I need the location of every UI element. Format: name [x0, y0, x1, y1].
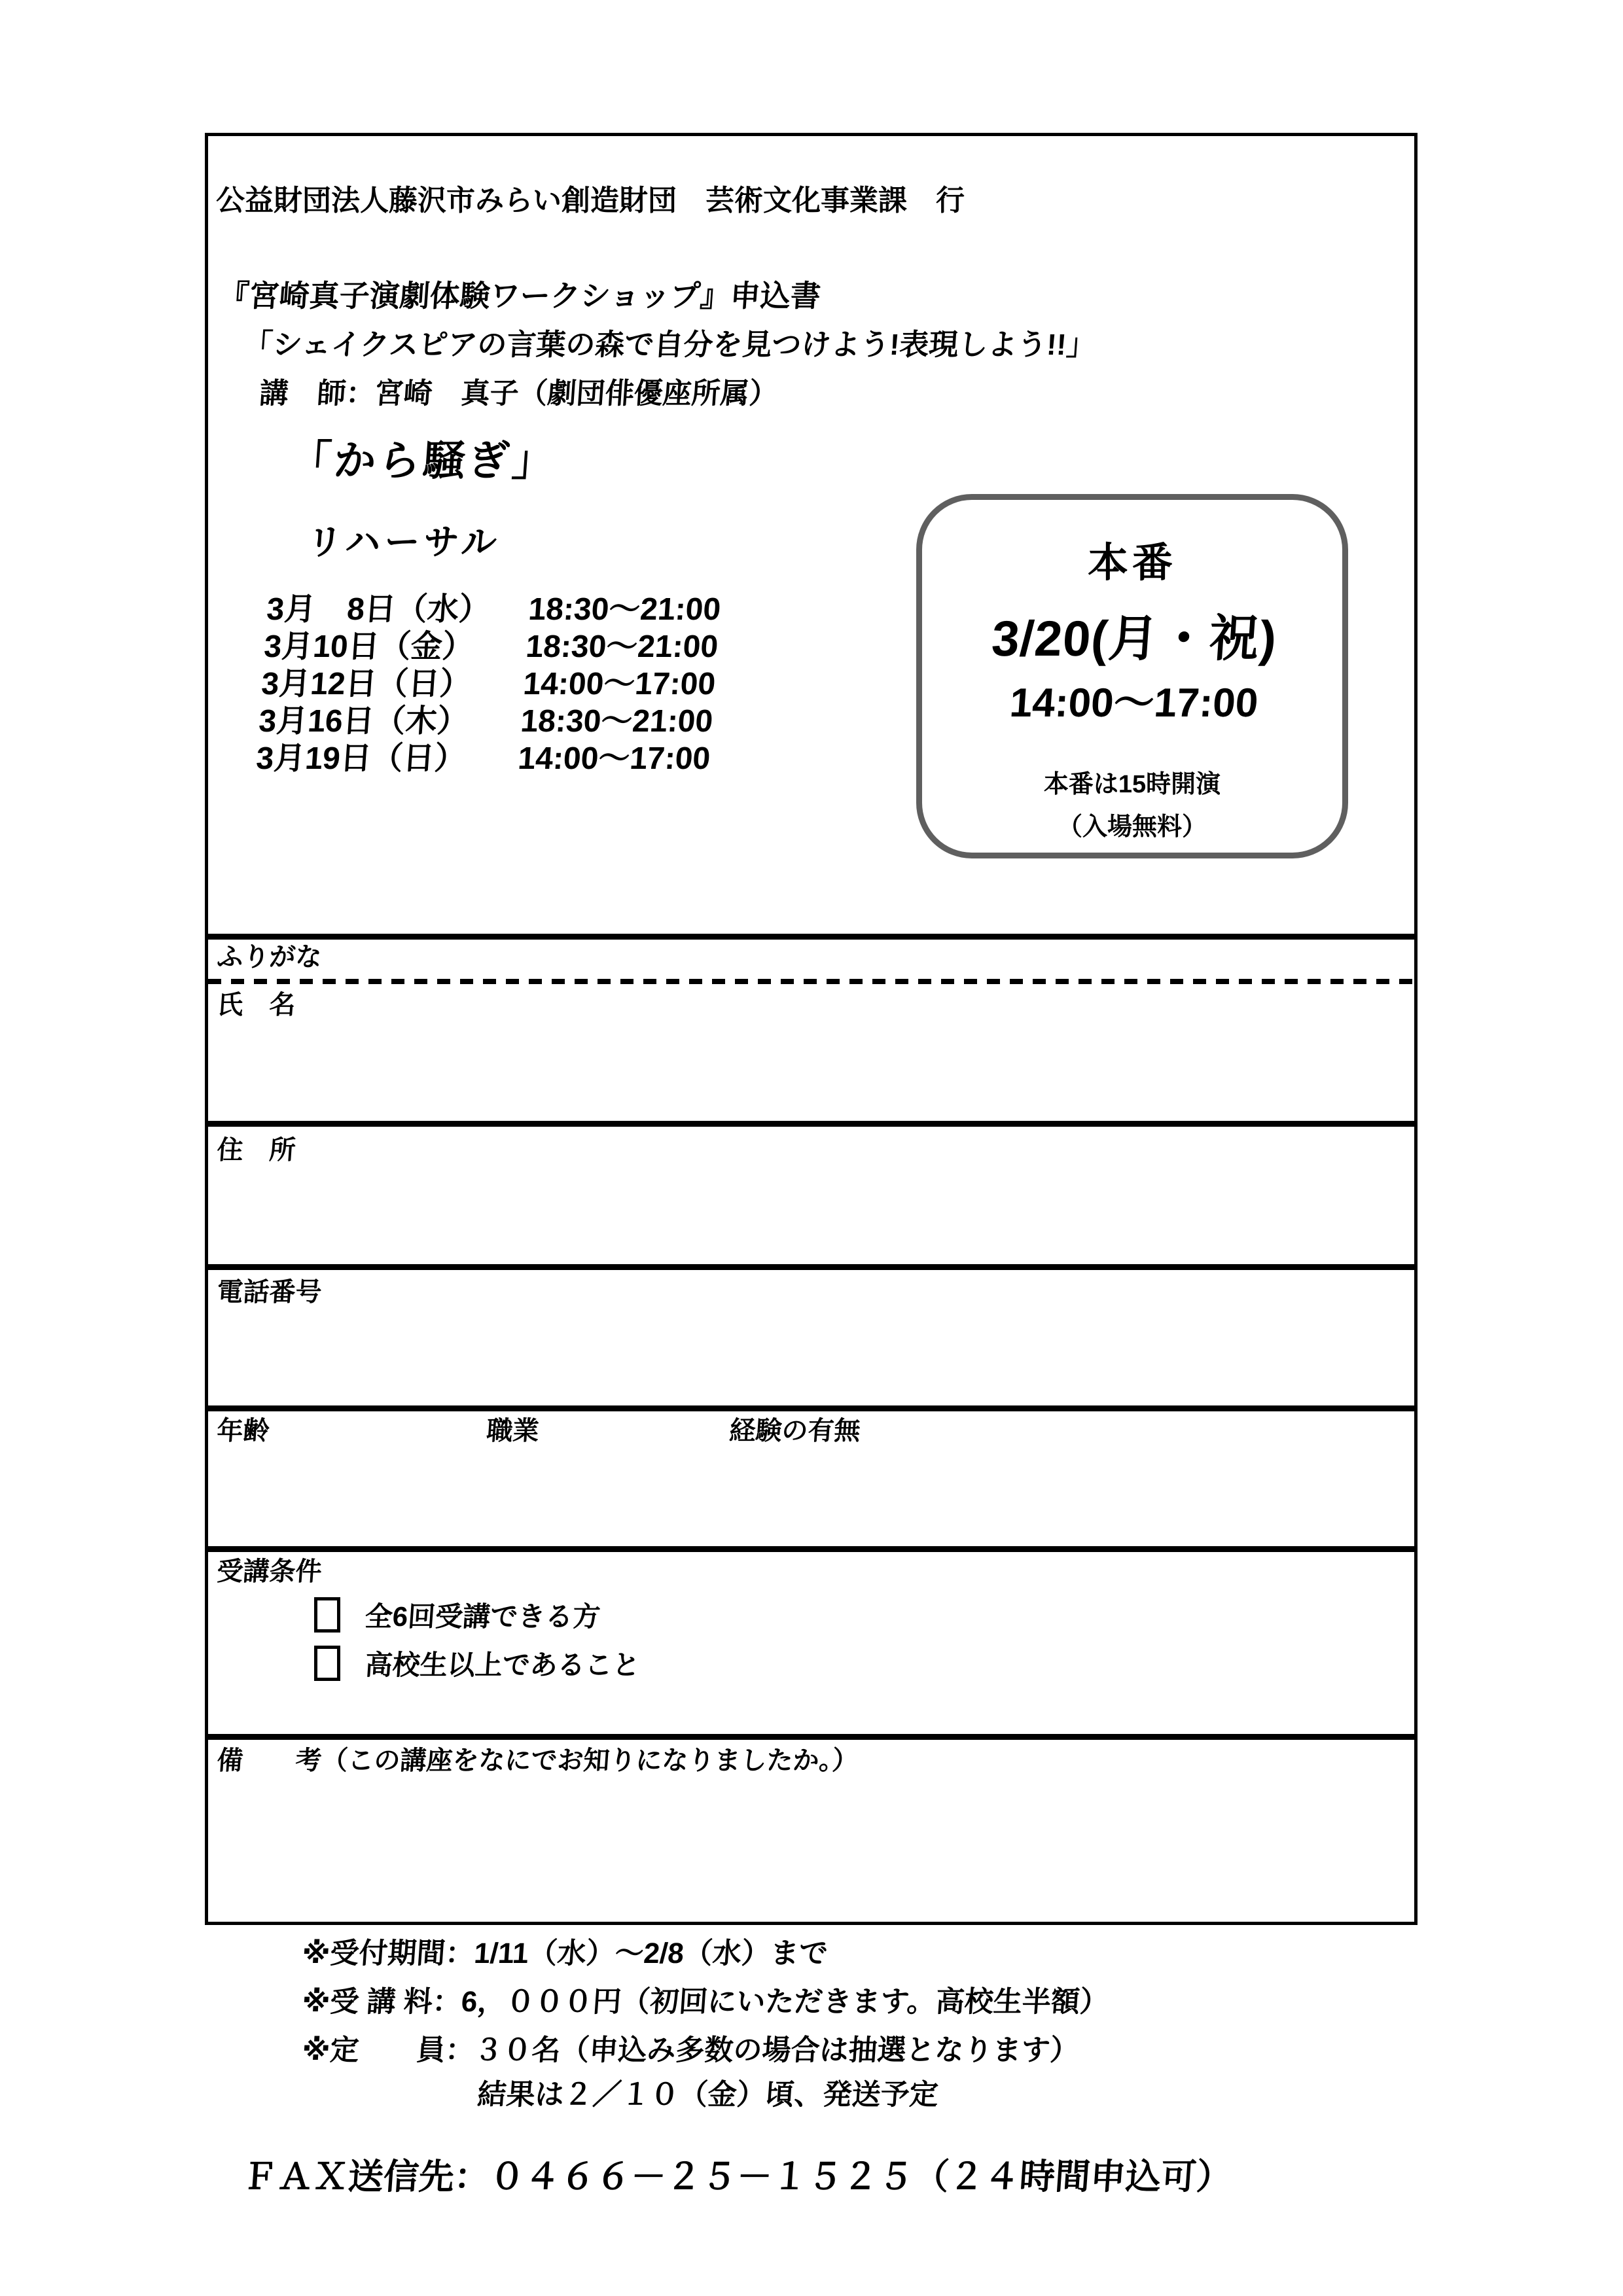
- address-label: 住 所: [216, 1136, 297, 1165]
- rehearsal-session: [260, 662, 717, 699]
- performance-note-curtain: 本番は15時開演: [1043, 771, 1221, 798]
- session-date: 3月16日（木）: [257, 704, 470, 739]
- recipient-line: 公益財団法人藤沢市みらい創造財団 芸術文化事業課 行: [216, 185, 965, 217]
- play-title: 「から騒ぎ」: [287, 437, 558, 484]
- session-date: 3月19日（日）: [255, 741, 467, 776]
- condition-text: 全6回受講できる方: [364, 1601, 601, 1632]
- session-time: 18:30～21:00: [527, 592, 722, 627]
- condition-item: [314, 1595, 599, 1634]
- session-time: 18:30～21:00: [524, 629, 720, 664]
- rehearsal-session: [266, 588, 722, 625]
- rehearsal-schedule: [255, 588, 722, 774]
- conditions-row: [208, 1546, 1414, 1734]
- name-row: [208, 934, 1414, 1121]
- name-label: 氏 名: [216, 991, 297, 1019]
- header-area: [208, 136, 1414, 934]
- checkbox-icon: [314, 1597, 340, 1633]
- session-date: 3月 8日（水）: [265, 592, 491, 627]
- performance-heading: 本番: [1087, 540, 1177, 586]
- session-time: 14:00～17:00: [516, 741, 712, 776]
- fax-line: ＦＡＸ送信先：０４６６－２５－１５２５（２４時間申込可）: [240, 2157, 1234, 2197]
- note-result: 結果は２／１０（金）頃、発送予定: [476, 2079, 940, 2111]
- experience-label: 経験の有無: [728, 1417, 862, 1445]
- form-title: 『宮崎真子演劇体験ワークショップ』申込書: [217, 279, 822, 313]
- condition-text: 高校生以上であること: [364, 1650, 641, 1680]
- occupation-label: 職業: [486, 1417, 541, 1445]
- rehearsal-heading: リハーサル: [305, 523, 502, 562]
- age-occupation-experience-row: [208, 1405, 1414, 1546]
- rehearsal-session: [263, 625, 720, 662]
- instructor-line: 講 師：宮崎 真子（劇団俳優座所属）: [258, 378, 779, 410]
- session-date: 3月10日（金）: [262, 629, 475, 664]
- address-row: [208, 1121, 1414, 1264]
- phone-row: [208, 1264, 1414, 1405]
- form-frame: [205, 133, 1418, 1925]
- checkbox-icon: [314, 1646, 340, 1681]
- form-subtitle: 「シェイクスピアの言葉の森で自分を見つけよう!表現しよう!!」: [241, 328, 1097, 361]
- performance-box: [916, 494, 1348, 858]
- session-time: 18:30～21:00: [519, 704, 715, 739]
- note-capacity: ※定 員：３０名（申込み多数の場合は抽選となります）: [300, 2034, 1080, 2066]
- session-date: 3月12日（日）: [260, 667, 473, 701]
- session-time: 14:00～17:00: [522, 667, 717, 701]
- rehearsal-session: [258, 699, 715, 737]
- performance-date: 3/20(月・祝): [990, 611, 1279, 667]
- phone-label: 電話番号: [216, 1278, 323, 1307]
- dashed-divider: [208, 979, 1414, 984]
- performance-time: 14:00～17:00: [1008, 680, 1260, 726]
- condition-item: [314, 1644, 639, 1683]
- note-reception-period: ※受付期間：1/11（水）～2/8（水）まで: [300, 1937, 829, 1969]
- performance-note-free: （入場無料）: [1057, 813, 1207, 841]
- age-label: 年齢: [216, 1417, 271, 1445]
- furigana-label: ふりがな: [216, 943, 323, 972]
- note-fee: ※受 講 料：6，０００円（初回にいただきます。高校生半額）: [300, 1986, 1110, 2018]
- conditions-label: 受講条件: [216, 1557, 323, 1586]
- remarks-row: [208, 1734, 1414, 1925]
- rehearsal-session: [255, 737, 712, 774]
- remarks-label: 備 考（この講座をなにでお知りになりましたか。）: [216, 1746, 860, 1775]
